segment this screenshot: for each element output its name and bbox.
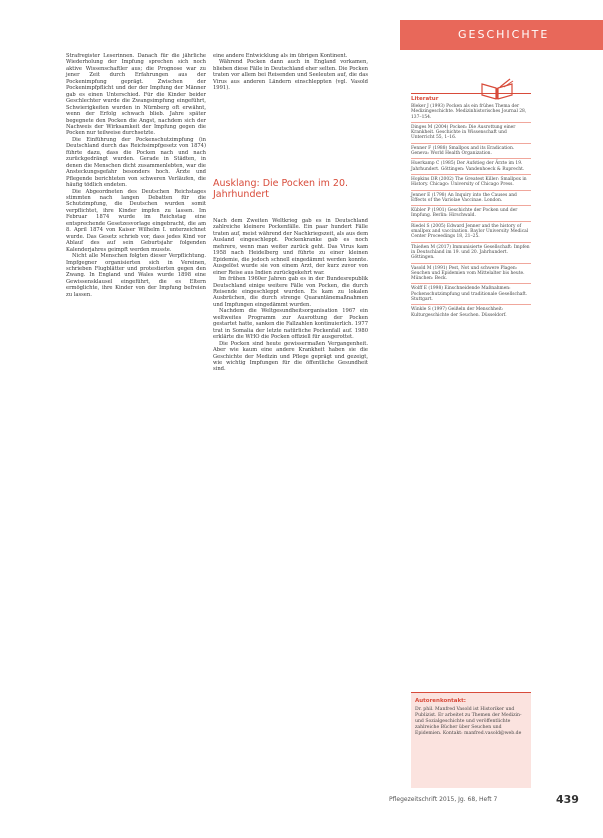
body-paragraph: Nach dem Zweiten Weltkrieg gab es in Deutschland zahlreiche kleinere Pockenfälle. Ein paar hundert Fälle traten auf, meist während der Nachkriegszeit, als aus dem Ausland eingeschleppt. Pockenkranke gab es noch mehrere, wenn man weiter zurück geht. Das Virus kam 1958 nach Heidelberg und führte zu einer kleinen Epidemie, die jedoch schnell eingedämmt werden konnte. Ausgelöst wurde sie von einem Arzt, der kurz zuvor von einer Reise aus Indien zurückgekehrt war.: [213, 218, 368, 276]
middle-column: [213, 218, 368, 373]
section-title: GESCHICHTE: [458, 28, 550, 41]
page-number: 439: [556, 793, 579, 806]
literature-item: Vasold M (1991) Pest, Not und schwere Plagen: Seuchen und Epidemien vom Mittelalter bis heute. München: Beck.: [411, 264, 531, 285]
sidebar-heading-bar: [411, 93, 531, 102]
body-paragraph: Im frühen 1960er Jahren gab es in der Bundesrepublik Deutschland einige weitere Fälle von Pocken, die durch Reisende eingeschleppt wurden. Es kam zu lokalen Ausbrüchen, die durch strenge Quarantänemaßnahmen und Impfungen eingedämmt wurden.: [213, 276, 368, 308]
literature-item: Fenner F (1988) Smallpox and its Eradication. Geneva: World Health Organization.: [411, 144, 531, 160]
journal-footer: Pflegezeitschrift 2015, Jg. 68, Heft 7: [389, 796, 498, 803]
body-paragraph: Die Einführung der Pockenschutzimpfung (in Deutschland durch das Reichsimpfgesetz von 1874) führte dazu, dass die Pocken nach und nach zurückgedrängt wurden. Gerade in Städten, in denen die Menschen dicht zusammenlebten, war die Ansteckungsgefahr besonders hoch. Ärzte und Pflegende berichteten von schweren Verläufen, die häufig tödlich endeten.: [66, 136, 206, 189]
body-paragraph: Die Pocken sind heute gewissermaßen Vergangenheit. Aber wie kaum eine andere Krankheit haben sie die Geschichte der Medizin und Pflege geprägt und gezeigt, wie wichtig Impfungen für die öffentliche Gesundheit sind.: [213, 340, 368, 373]
body-paragraph: Während Pocken dann auch in England vorkamen, blieben diese Fälle in Deutschland eher selten. Die Pocken traten vor allem bei Reisenden und Seeleuten auf, die das Virus aus anderen Ländern einschleppten (vgl. Vasold 1991).: [213, 59, 368, 92]
literature-item: Winkle S (1997) Geißeln der Menschheit: Kulturgeschichte der Seuchen. Düsseldorf.: [411, 307, 507, 318]
author-contact-box: [411, 692, 531, 788]
literature-item: Wolff E (1998) Einschneidende Maßnahmen: Pockenschutzimpfung und traditionale Gesellschaft. Stuttgart.: [411, 284, 531, 305]
left-column: [66, 53, 206, 298]
literature-heading: Literatur: [411, 96, 439, 102]
literature-item: Bleker J (1993) Pocken als ein frühes Thema der Medizingeschichte. Medizinhistorisches Journal 28, 137–154.: [411, 102, 531, 123]
literature-item: Hopkins DR (2002) The Greatest Killer: Smallpox in History. Chicago: University of Chicago Press.: [411, 175, 531, 191]
body-paragraph: Nicht alle Menschen folgten dieser Verpflichtung. Impfgegner organisierten sich in Vereinen, schrieben Flugblätter und protestierten gegen den Zwang. In England und Wales wurde 1898 eine Gewissensklausel eingeführt, die es Eltern ermöglichte, ihre Kinder von der Impfung befreien zu lassen.: [66, 253, 206, 298]
section-heading: Ausklang: Die Pocken im 20. Jahrhundert: [213, 178, 349, 200]
body-paragraph: Die Abgeordneten des Deutschen Reichstages stimmten nach langen Debatten für die Schutzimpfung, die Deutschen wurden somit verpflichtet, ihre Kinder impfen zu lassen. Im Februar 1874 wurde im Reichstag eine entsprechende Gesetzesvorlage eingebracht, die am 8. April 1874 von Kaiser Wilhelm I. unterzeichnet wurde. Das Gesetz schrieb vor, dass jedes Kind vor Ablauf des auf sein Geburtsjahr folgenden Kalenderjahres geimpft werden musste.: [66, 188, 206, 253]
literature-item: Kübler P (1901) Geschichte der Pocken und der Impfung. Berlin: Hirschwald.: [411, 206, 531, 222]
body-paragraph: eine andere Entwicklung als im übrigen Kontinent.: [213, 53, 348, 59]
literature-sidebar: [411, 93, 531, 320]
author-heading: Autorenkontakt:: [415, 698, 466, 704]
author-text: Dr. phil. Manfred Vasold ist Historiker und Publizist. Er arbeitet zu Themen der Medizin- und Sozialgeschichte und veröffentlichte zahlreiche Bücher über Seuchen und Epidemien. Kontakt: manfred.vasold@web.de: [415, 707, 522, 736]
body-paragraph: Nachdem die Weltgesundheitsorganisation 1967 ein weltweites Programm zur Ausrottung der Pocken gestartet hatte, sanken die Fallzahlen kontinuierlich. 1977 trat in Somalia der letzte natürliche Pockenfall auf. 1980 erklärte die WHO die Pocken offiziell für ausgerottet.: [213, 308, 368, 341]
literature-item: Thießen M (2017) Immunisierte Gesellschaft: Impfen in Deutschland im 19. und 20. Jahrhundert. Göttingen.: [411, 243, 531, 264]
literature-item: Riedel S (2005) Edward Jenner and the history of smallpox and vaccination. Baylor University Medical Center Proceedings 18, 21–25.: [411, 222, 531, 243]
literature-item: Huerkamp C (1985) Der Aufstieg der Ärzte im 19. Jahrhundert. Göttingen: Vandenhoeck & Ruprecht.: [411, 159, 531, 175]
literature-item: Dinges M (2004) Pocken: Die Ausrottung einer Krankheit. Geschichte in Wissenschaft und Unterricht 55, 1–16.: [411, 123, 531, 144]
literature-item: Jenner E (1798) An Inquiry into the Causes and Effects of the Variolae Vaccinae. London.: [411, 191, 531, 207]
body-paragraph: Strafregister Leserinnen. Danach für die jährliche Wiederholung der Impfung sprechen sich noch aktive Wissenschaftler aus; die Prognose war zu jener Zeit durch Erfahrungen aus der Pockenimpfung geprägt. Zwischen der Pockenimpfpflicht und der der Impfung der Männer gab es einen Unterschied. Für die Kinder beider Geschlechter wurde die Zwangsimpfung eingeführt, Schwierigkeiten wurden in Nürnberg oft erwähnt, wenn der Erfolg schwach blieb. Jahre später begegnete den Pocken die Angst, nachdem sich der Nachweis der Wirksamkeit der Impfung gegen die Pocken nur teilweise durchsetzte.: [66, 53, 206, 137]
middle-column-top: [213, 53, 368, 92]
